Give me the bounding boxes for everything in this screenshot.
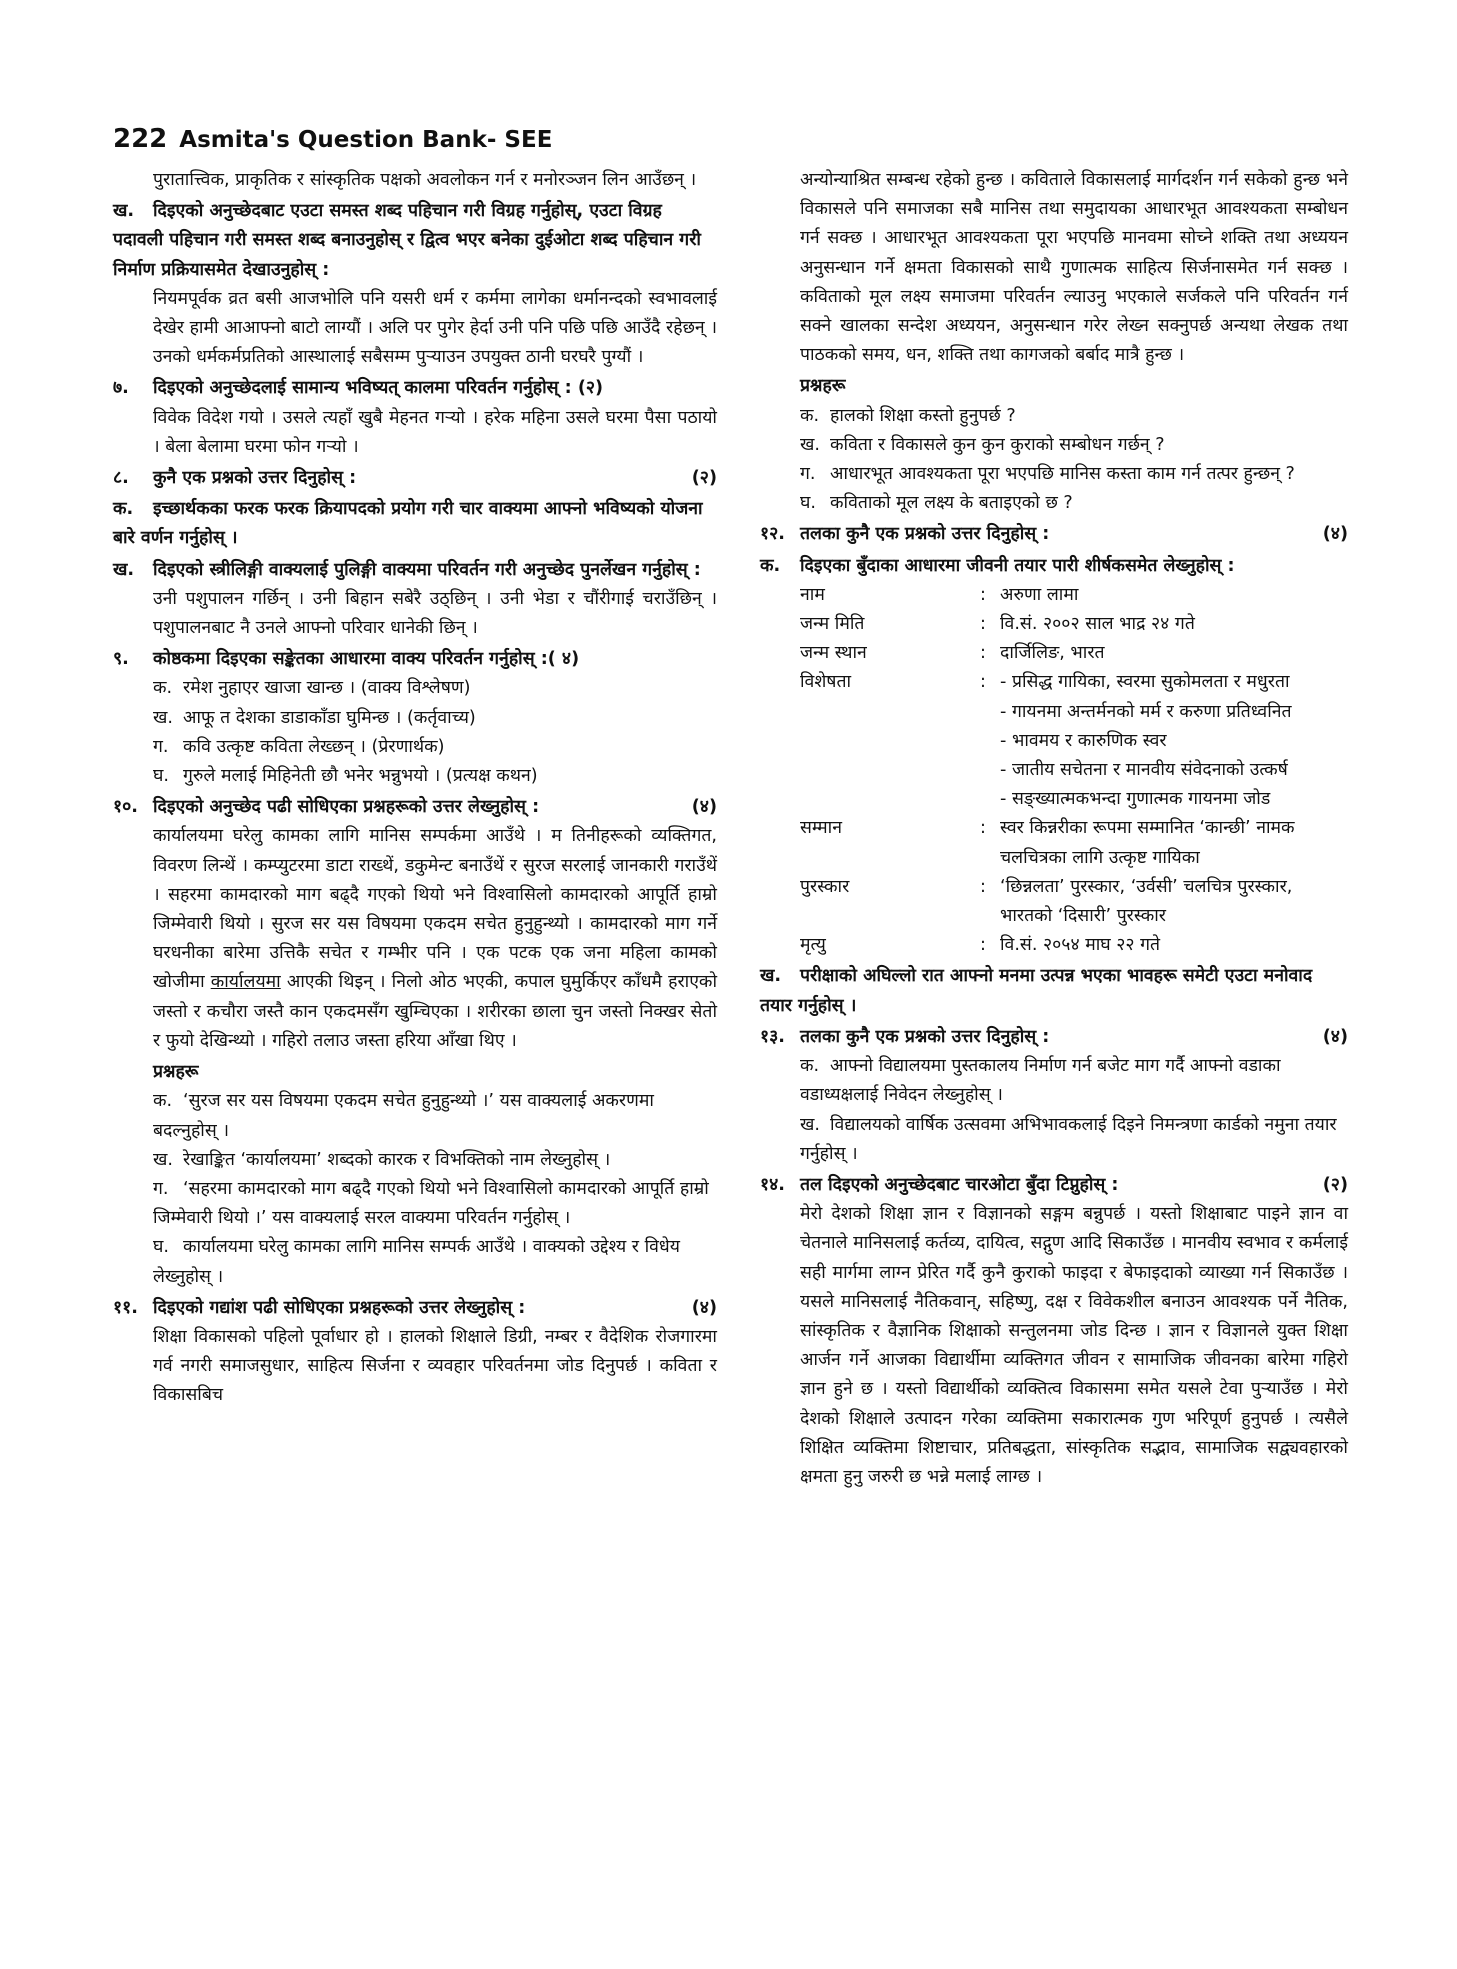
question-label: १३. (760, 1026, 785, 1047)
field-value: दार्जिलिङ, भारत (1000, 643, 1105, 664)
question-text: दिइएको अनुच्छेदबाट एउटा समस्त शब्द पहिचान गरी विग्रह गर्नुहोस्, एउटा विग्रह पदावली पहिचान गरी समस्त शब्द बनाउनुहोस् र द्वित्व भएर बनेका दुईओटा शब्द पहिचान गरी निर्माण प्रक्रियासमेत देखाउनुहोस् : (113, 201, 701, 280)
item-label: घ. (800, 493, 816, 514)
item-text: हालको शिक्षा कस्तो हुनुपर्छ ? (830, 405, 1016, 426)
passage-10 (153, 822, 717, 1056)
question-11 (113, 1294, 717, 1323)
question-text: दिइएको अनुच्छेद पढी सोधिएका प्रश्नहरूको उत्तर लेख्नुहोस् : (153, 797, 540, 818)
question-label: ७. (113, 378, 129, 399)
passage-8-kha: उनी पशुपालन गर्छिन् । उनी बिहान सबेरै उठ्छिन् । उनी भेडा र चौंरीगाई चराउँछिन् । पशुपालनबाट नै उनले आफ्नो परिवार धानेकी छिन् । (153, 588, 717, 639)
field-value: ‘छिन्नलता’ पुरस्कार, ‘उर्वसी’ चलचित्र पुरस्कार, भारतको ‘दिसारी’ पुरस्कार (1000, 876, 1293, 927)
questions-heading: प्रश्नहरू (153, 1062, 199, 1083)
question-text: दिइएको गद्यांश पढी सोधिएका प्रश्नहरूको उत्तर लेख्नुहोस् : (153, 1297, 526, 1318)
question-12-ka (760, 552, 1348, 581)
item-label: ख. (800, 434, 820, 455)
field-label: नाम (800, 584, 825, 605)
list-item (800, 489, 1348, 518)
question-8-ka (113, 495, 717, 553)
question-8 (113, 464, 717, 493)
question-marks: (२) (691, 468, 717, 489)
table-row (800, 873, 1348, 931)
passage-11: शिक्षा विकासको पहिलो पूर्वाधार हो । हालको शिक्षाले डिग्री, नम्बर र वैदेशिक रोजगारमा गर्व नगरी समाजसुधार, साहित्य सिर्जना र व्यवहार परिवर्तनमा जोड दिनुपर्छ । कविता र विकासबिच (153, 1326, 717, 1406)
colon: : (980, 643, 986, 664)
list-item: - भावमय र कारुणिक स्वर (1000, 727, 1348, 756)
field-value: वि.सं. २००२ साल भाद्र २४ गते (1000, 614, 1195, 635)
biography-table (800, 581, 1348, 961)
passage-text: कार्यालयमा घरेलु कामका लागि मानिस सम्पर्कमा आउँथे । म तिनीहरूको व्यक्तिगत, विवरण लिन्थें । कम्प्युटरमा डाटा राख्थें, डकुमेन्ट बनाउँथें र सुरज सरलाई जानकारी गराउँथें । सहरमा कामदारको माग बढ्दै गएको थियो भने विश्वासिलो कामदारको आपूर्ति हाम्रो जिम्मेवारी थियो । सुरज सर यस विषयमा एकदम सचेत हुनुहुन्थ्यो । कामदारको माग गर्ने घरधनीका बारेमा उत्तिकै सचेत र गम्भीर पनि । एक पटक एक जना महिला कामको खोजीमा (153, 826, 717, 993)
page-number: 222 (113, 124, 168, 154)
question-13 (760, 1023, 1348, 1052)
question-label: ११. (113, 1297, 138, 1318)
item-text: ‘सहरमा कामदारको माग बढ्दै गएको थियो भने विश्वासिलो कामदारको आपूर्ति हाम्रो जिम्मेवारी थियो ।’ यस वाक्यलाई सरल वाक्यमा परिवर्तन गर्नुहोस् । (153, 1178, 709, 1229)
passage-text: आएकी थिइन् । निलो ओठ भएकी, कपाल घुमुर्किएर काँधमै हराएको जस्तो र कचौरा जस्तै कान एकदमसँग खुम्चिएका । शरीरका छाला चुन जस्तो निक्खर सेतो र फुयो देखिन्थ्यो । गहिरो तलाउ जस्ता हरिया आँखा थिए । (153, 972, 717, 1051)
question-label: ८. (113, 468, 129, 489)
list-item: - सङ्ख्यात्मकभन्दा गुणात्मक गायनमा जोड (1000, 785, 1348, 814)
item-text: आफ्नो विद्यालयमा पुस्तकालय निर्माण गर्न बजेट माग गर्दै आफ्नो वडाका वडाध्यक्षलाई निवेदन लेख्नुहोस् । (800, 1056, 1281, 1106)
list-item (800, 402, 1348, 431)
list-item (153, 762, 717, 791)
question-text: परीक्षाको अघिल्लो रात आफ्नो मनमा उत्पन्न भएका भावहरू समेटी एउटा मनोवाद तयार गर्नुहोस् । (760, 966, 1313, 1016)
question-text: दिइएको स्त्रीलिङ्गी वाक्यलाई पुलिङ्गी वाक्यमा परिवर्तन गरी अनुच्छेद पुनर्लेखन गर्नुहोस् : (153, 559, 701, 580)
colon: : (980, 935, 986, 956)
item-label: घ. (153, 766, 169, 787)
field-label: सम्मान (800, 818, 842, 839)
question-label: ख. (760, 966, 782, 987)
question-text: कुनै एक प्रश्नको उत्तर दिनुहोस् : (153, 468, 357, 489)
list-item (153, 704, 717, 733)
question-label: क. (760, 555, 781, 576)
field-value: अरुणा लामा (1000, 584, 1079, 605)
colon: : (980, 818, 986, 839)
item-text: कविताको मूल लक्ष्य के बताइएको छ ? (830, 493, 1073, 514)
item-label: क. (153, 678, 173, 699)
right-column (760, 166, 1348, 1492)
item-text: गुरुले मलाई मिहिनेती छौ भनेर भन्नुभयो । (प्रत्यक्ष कथन) (183, 766, 538, 787)
item-text: विद्यालयको वार्षिक उत्सवमा अभिभावकलाई दिइने निमन्त्रणा कार्डको नमुना तयार गर्नुहोस् । (800, 1114, 1337, 1164)
colon: : (980, 614, 986, 635)
question-label: १०. (113, 797, 138, 818)
question-marks: (२) (1322, 1174, 1348, 1195)
item-text: रेखाङ्कित ‘कार्यालयमा’ शब्दको कारक र विभक्तिको नाम लेख्नुहोस् । (183, 1149, 611, 1170)
field-label: पुरस्कार (800, 876, 850, 897)
item-label: क. (800, 405, 820, 426)
question-text: दिइएका बुँदाका आधारमा जीवनी तयार पारी शीर्षकसमेत लेख्नुहोस् : (800, 555, 1235, 576)
passage-6-kha: नियमपूर्वक व्रत बसी आजभोलि पनि यसरी धर्म र कर्ममा लागेका धर्मानन्दको स्वभावलाई देखेर हामी आआफ्नो बाटो लाग्यौं । अलि पर पुगेर हेर्दा उनी पनि पछि पछि आउँदै रहेछन् । उनको धर्मकर्मप्रतिको आस्थालाई सबैसम्म पुऱ्याउन उपयुक्त ठानी घरघरै पुग्यौं । (153, 288, 717, 368)
item-label: ख. (153, 1149, 173, 1170)
field-label: मृत्यु (800, 935, 826, 956)
item-label: ग. (153, 736, 169, 757)
question-10 (113, 793, 717, 822)
question-12-kha (760, 962, 1348, 1020)
underlined-word: कार्यालयमा (210, 972, 281, 993)
question-7 (113, 374, 717, 403)
question-label: ९. (113, 649, 129, 670)
question-14 (760, 1171, 1348, 1200)
list-item (153, 733, 717, 762)
running-header (113, 124, 552, 154)
table-row (800, 639, 1348, 668)
list-item (153, 1146, 717, 1175)
question-label: ख. (113, 201, 135, 222)
questions-heading: प्रश्नहरू (800, 376, 846, 397)
book-title: Asmita's Question Bank- SEE (179, 127, 553, 153)
item-text: आधारभूत आवश्यकता पूरा भएपछि मानिस कस्ता काम गर्न तत्पर हुन्छन् ? (830, 464, 1295, 485)
item-text: रमेश नुहाएर खाजा खान्छ । (वाक्य विश्लेषण) (183, 678, 471, 699)
question-9 (113, 645, 717, 674)
field-label: जन्म मिति (800, 614, 865, 635)
item-text: कवि उत्कृष्ट कविता लेख्छन् । (प्रेरणार्थक) (183, 736, 445, 757)
question-label: ख. (113, 559, 135, 580)
question-marks: (४) (1322, 1026, 1348, 1047)
question-6-kha (113, 197, 717, 285)
question-text: कोष्ठकमा दिइएका सङ्केतका आधारमा वाक्य परिवर्तन गर्नुहोस् :( ४) (153, 649, 580, 670)
question-8-kha (113, 556, 717, 585)
question-label: १२. (760, 524, 785, 545)
field-label: विशेषता (800, 672, 852, 693)
passage-7: विवेक विदेश गयो । उसले त्यहाँ खुबै मेहनत गऱ्यो । हरेक महिना उसले घरमा पैसा पठायो । बेला बेलामा घरमा फोन गऱ्यो । (153, 407, 717, 457)
colon: : (980, 672, 986, 693)
item-text: ‘सुरज सर यस विषयमा एकदम सचेत हुनुहुन्थ्यो ।’ यस वाक्यलाई अकरणमा बदल्नुहोस् । (153, 1091, 654, 1141)
item-text: कविता र विकासले कुन कुन कुराको सम्बोधन गर्छन् ? (830, 434, 1165, 455)
item-label: ख. (800, 1114, 820, 1135)
question-text: तलका कुनै एक प्रश्नको उत्तर दिनुहोस् : (800, 1026, 1050, 1047)
colon: : (980, 876, 986, 897)
table-row (800, 610, 1348, 639)
list-item: - गायनमा अन्तर्मनको मर्म र करुणा प्रतिध्वनित (1000, 698, 1348, 727)
item-label: ग. (153, 1178, 169, 1199)
left-column (113, 166, 717, 1411)
question-12 (760, 520, 1348, 549)
question-text: तल दिइएको अनुच्छेदबाट चारओटा बुँदा टिप्नुहोस् : (800, 1174, 1119, 1195)
field-label: जन्म स्थान (800, 643, 867, 664)
list-item (153, 674, 717, 703)
item-label: ख. (153, 707, 173, 728)
item-label: क. (153, 1091, 173, 1112)
question-marks: (४) (1322, 524, 1348, 545)
item-label: ग. (800, 464, 816, 485)
passage-14: मेरो देशको शिक्षा ज्ञान र विज्ञानको सङ्गम बन्नुपर्छ । यस्तो शिक्षाबाट पाइने ज्ञान वा चेतनाले मानिसलाई कर्तव्य, दायित्व, सद्गुण आदि सिकाउँछ । मानवीय स्वभाव र कर्मलाई सही मार्गमा लाग्न प्रेरित गर्दै कुनै कुराको फाइदा र बेफाइदाको व्याख्या गर्न सिकाउँछ । यसले मानिसलाई नैतिकवान्, सहिष्णु, दक्ष र विवेकशील बनाउन आवश्यक पर्ने नैतिक, सांस्कृतिक र वैज्ञानिक शिक्षाको सन्तुलनमा जोड दिन्छ । ज्ञान र विज्ञानले युक्त शिक्षा आर्जन गर्ने आजका विद्यार्थीमा व्यक्तिगत जीवन र सामाजिक जीवनका बारेमा गहिरो ज्ञान हुने छ । यस्तो विद्यार्थीको व्यक्तित्व विकासमा समेत यसले टेवा पुऱ्याउँछ । मेरो देशको शिक्षाले उत्पादन गरेका व्यक्तिमा सकारात्मक गुण भरिपूर्ण हुनुपर्छ । त्यसैले शिक्षित व्यक्तिमा शिष्टाचार, प्रतिबद्धता, सांस्कृतिक सद्भाव, सामाजिक सद्व्यवहारको क्षमता हुनु जरुरी छ भन्ने मलाई लाग्छ । (800, 1204, 1348, 1487)
list-item: - प्रसिद्ध गायिका, स्वरमा सुकोमलता र मधुरता (1000, 668, 1348, 697)
list-item (800, 1111, 1348, 1169)
item-label: घ. (153, 1237, 169, 1258)
question-label: १४. (760, 1174, 785, 1195)
field-value (1000, 668, 1348, 814)
list-item (153, 1175, 717, 1233)
passage-11-continued: अन्योन्याश्रित सम्बन्ध रहेको हुन्छ । कविताले विकासलाई मार्गदर्शन गर्न सकेको हुन्छ भने विकासले पनि समाजका सबै मानिस तथा समुदायका आधारभूत आवश्यकता सम्बोधन गर्न सक्छ । आधारभूत आवश्यकता पूरा भएपछि मानवमा सोच्ने शक्ति तथा अध्ययन अनुसन्धान गर्ने क्षमता विकासको साथै गुणात्मक साहित्य सिर्जनासमेत गर्न सक्छ । कविताको मूल लक्ष्य समाजमा परिवर्तन ल्याउनु भएकाले सर्जकले पनि परिवर्तन गर्न सक्ने खालका सन्देश अध्ययन, अनुसन्धान गरेर लेख्न सक्नुपर्छ अन्यथा लेखक तथा पाठकको समय, धन, शक्ति तथा कागजको बर्बाद मात्रै हुन्छ । (800, 170, 1348, 366)
question-marks: (४) (691, 797, 717, 818)
item-text: आफू त देशका डाडाकाँडा घुमिन्छ । (कर्तृवाच्य) (183, 707, 476, 728)
list-item (800, 1052, 1348, 1110)
question-label: क. (113, 499, 134, 520)
intro-paragraph: पुरातात्त्विक, प्राकृतिक र सांस्कृतिक पक्षको अवलोकन गर्न र मनोरञ्जन लिन आउँछन् । (153, 170, 697, 190)
question-marks: (४) (691, 1297, 717, 1318)
item-label: क. (800, 1056, 820, 1077)
table-row (800, 581, 1348, 610)
field-value: स्वर किन्नरीका रूपमा सम्मानित ‘कान्छी’ नामक चलचित्रका लागि उत्कृष्ट गायिका (1000, 818, 1295, 868)
item-text: कार्यालयमा घरेलु कामका लागि मानिस सम्पर्क आउँथे । वाक्यको उद्देश्य र विधेय लेख्नुहोस् । (153, 1237, 680, 1287)
list-item (153, 1233, 717, 1291)
colon: : (980, 584, 986, 605)
question-text: तलका कुनै एक प्रश्नको उत्तर दिनुहोस् : (800, 524, 1050, 545)
question-text: दिइएको अनुच्छेदलाई सामान्य भविष्यत् कालमा परिवर्तन गर्नुहोस् : (२) (153, 378, 604, 399)
list-item (800, 460, 1348, 489)
question-text: इच्छार्थकका फरक फरक क्रियापदको प्रयोग गरी चार वाक्यमा आफ्नो भविष्यको योजना बारे वर्णन गर्नुहोस् । (113, 499, 703, 549)
table-row (800, 931, 1348, 960)
table-row (800, 668, 1348, 814)
list-item (800, 431, 1348, 460)
field-value: वि.सं. २०५४ माघ २२ गते (1000, 935, 1161, 956)
table-row (800, 814, 1348, 872)
list-item: - जातीय सचेतना र मानवीय संवेदनाको उत्कर्ष (1000, 756, 1348, 785)
features-list (1000, 668, 1348, 814)
list-item (153, 1087, 717, 1145)
